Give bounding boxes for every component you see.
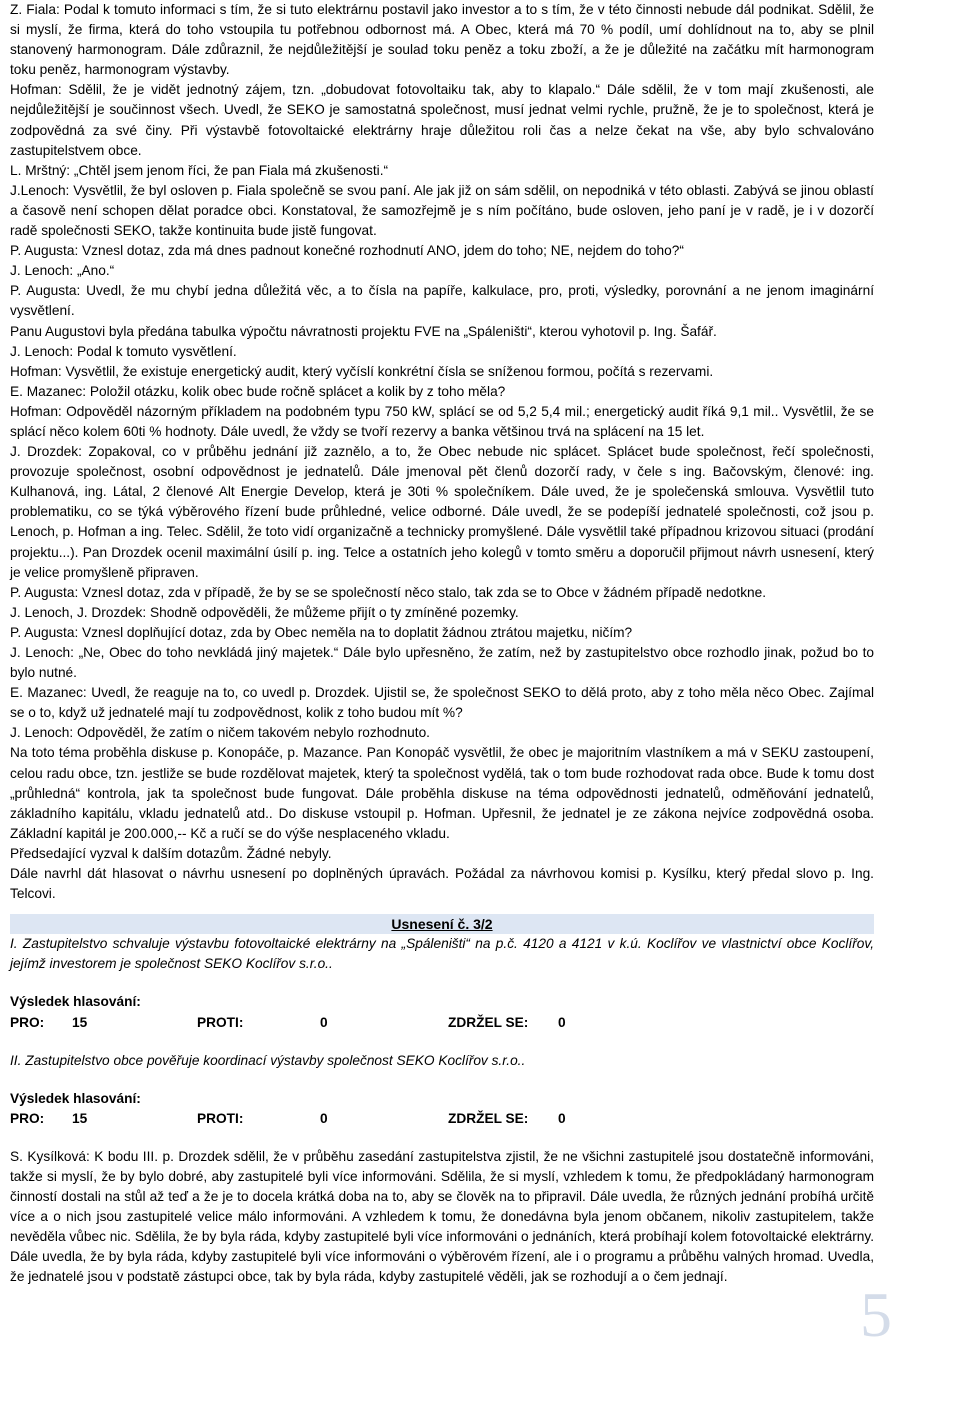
paragraph: Panu Augustovi byla předána tabulka výpočtu návratnosti projektu FVE na „Spáleništi“, kterou vyhotovil p. Ing. Šafář. <box>10 323 717 339</box>
paragraph: J. Lenoch: Odpověděl, že zatím o ničem takovém nebylo rozhodnuto. <box>10 725 430 741</box>
vote-zdrzel-label: ZDRŽEL SE: <box>448 1110 529 1126</box>
paragraph: J.Lenoch: Vysvětlil, že byl osloven p. Fiala společně se svou paní. Ale jak již on sám sdělil, on nepodniká v této oblasti. Zabývá se jinou oblastí a časově není schopen dělat poradce obci. Konstatoval, že samozřejmě je s ním počítáno, bude osloven, jeho paní je v radě, je i v dozorčí radě společnosti SEKO, takže kontinuita bude jistě fungovat. <box>10 182 874 239</box>
paragraph: J. Lenoch: „Ano.“ <box>10 263 115 279</box>
vote-proti-label: PROTI: <box>197 1110 244 1126</box>
paragraph: Hofman: Odpověděl názorným příkladem na podobném typu 750 kW, splácí se od 5,2 5,4 mil.; energetický audit říká 9,1 mil.. Vysvětlil, že se splácí něco kolem 60ti % hodnoty. Dále uvedl, že vždy se tvoří rezervy a banka většinou trvá na splácení na 15 let. <box>10 403 874 439</box>
page-number: 5 <box>860 1279 892 1350</box>
paragraph: P. Augusta: Uvedl, že mu chybí jedna důležitá věc, a to čísla na papíře, kalkulace, pro, proti, výsledky, porovnání a ne jenom imaginární vysvětlení. <box>10 283 874 319</box>
paragraph: P. Augusta: Vznesl dotaz, zda v případě, že by se se společností něco stalo, tak zda se to Obce v žádném případě nedotkne. <box>10 584 767 600</box>
paragraph: P. Augusta: Vznesl dotaz, zda má dnes padnout konečné rozhodnutí ANO, jdem do toho; NE, nejdem do toho?“ <box>10 243 684 259</box>
vote-proti-count: 0 <box>320 1014 328 1030</box>
paragraph: Hofman: Vysvětlil, že existuje energetický audit, který vyčíslí konkrétní čísla se sníženou formou, počítá s rezervami. <box>10 363 714 379</box>
vote-pro-label: PRO: <box>10 1014 45 1030</box>
vote-proti-count: 0 <box>320 1110 328 1126</box>
paragraph: Na toto téma proběhla diskuse p. Konopáče, p. Mazance. Pan Konopáč vysvětlil, že obec je majoritním vlastníkem a má v SEKU zastoupení, celou radu obce, tzn. jestliže se bude rozdělovat majetek, který ta společnost vydělá, tak o tom bude rozhodovat rada obce. Bude k tomu dost „průhledná“ kontrola, jak ta společnost bude fungovat. Dále proběhla diskuse na téma odpovědnosti jednatelů, odměňování jednatelů, základního kapitálu, vkladu jednatelů atd.. Do diskuse vstoupil p. Hofman. Upřesnil, že jednatel je ze zákona nejvíce zodpovědná osoba. Základní kapitál je 200.000,-- Kč a ručí se do výše nesplaceného vkladu. <box>10 745 874 841</box>
vote-result-row <box>10 1109 874 1129</box>
vote-heading: Výsledek hlasování: <box>10 994 141 1010</box>
vote-zdrzel-count: 0 <box>558 1014 566 1030</box>
paragraph: Hofman: Sdělil, že je vidět jednotný zájem, tzn. „dobudovat fotovoltaiku tak, aby to klapalo.“ Dále sdělil, že v tom mají zkušenosti, ale nejdůležitější je součinnost všech. Uvedl, že SEKO je samostatná společnost, musí jednat velmi rychle, pružně, že je to společnost, která je zodpovědná za své činy. Při výstavbě fotovoltaické elektrárny hraje důležitou roli čas a nelze čekat na vše, aby bylo schvalováno zastupitelstvem obce. <box>10 82 874 158</box>
vote-zdrzel-label: ZDRŽEL SE: <box>448 1014 529 1030</box>
vote-pro-label: PRO: <box>10 1110 45 1126</box>
vote-result-row <box>10 1013 874 1033</box>
vote-proti-label: PROTI: <box>197 1014 244 1030</box>
vote-pro-count: 15 <box>72 1014 88 1030</box>
vote-pro-count: 15 <box>72 1110 88 1126</box>
paragraph: Předsedající vyzval k dalším dotazům. Žádné nebyly. <box>10 845 332 861</box>
resolution-title: Usnesení č. 3/2 <box>391 916 493 933</box>
paragraph: J. Lenoch, J. Drozdek: Shodně odpověděli, že můžeme přijít o ty zmíněné pozemky. <box>10 604 519 620</box>
paragraph: Dále navrhl dát hlasovat o návrhu usnesení po doplněných úpravách. Požádal za návrhovou komisi p. Kysílku, který předal slovo p. Ing. Telcovi. <box>10 866 874 902</box>
paragraph: E. Mazanec: Uvedl, že reaguje na to, co uvedl p. Drozdek. Ujistil se, že společnost SEKO to dělá proto, aby z toho měla něco Obec. Zajímal se o to, když už jednatelé mají tu zodpovědnost, kolik z toho budou mít %? <box>10 685 874 721</box>
resolution-item: II. Zastupitelstvo obce pověřuje koordinací výstavby společnost SEKO Koclířov s.r.o.. <box>10 1052 526 1068</box>
paragraph: Z. Fiala: Podal k tomuto informaci s tím, že si tuto elektrárnu postavil jako investor a to s tím, že v této činnosti nebude dál podnikat. Sdělil, že si myslí, že firma, která do toho vstoupila tu potřebnou odbornost má. A Obec, která má 70 % podíl, umí dohlídnout na to, aby se plnil stanovený harmonogram. Dále zdůraznil, že nejdůležitější je soulad toku peněz a toku zboží, a že je důležité na začátku mít harmonogram toku peněz, harmonogram výstavby. <box>10 2 874 78</box>
paragraph: L. Mrštný: „Chtěl jsem jenom říci, že pan Fiala má zkušenosti.“ <box>10 162 389 178</box>
paragraph: P. Augusta: Vznesl doplňující dotaz, zda by Obec neměla na to doplatit žádnou ztrátou majetku, ničím? <box>10 624 633 640</box>
vote-zdrzel-count: 0 <box>558 1110 566 1126</box>
resolution-heading-band <box>10 914 874 934</box>
paragraph: J. Lenoch: „Ne, Obec do toho nevkládá jiný majetek.“ Dále bylo upřesněno, že zatím, než by zastupitelstvo obce rozhodlo jinak, požud bo to bylo nutné. <box>10 645 874 681</box>
paragraph: E. Mazanec: Položil otázku, kolik obec bude ročně splácet a kolik by z toho měla? <box>10 383 506 399</box>
paragraph: J. Drozdek: Zopakoval, co v průběhu jednání již zaznělo, a to, že Obec nebude nic splácet. Splácet bude společnost, řečí společnosti, provozuje společnost, osobní odpovědnost je jednatelů. Dále jmenoval pět členů dozorčí rady, v čele s ing. Bačovským, členové: ing. Kulhanová, ing. Látal, 2 členové Alt Energie Develop, která je 30ti % společníkem. Dále uved, že je společenská smlouva. Vysvětlil tuto problematiku, co se týká výběrového řízení bude průhledné, velice odborné. Dále uvedl, že se podepíší jednatelé společnosti, což jsou p. Lenoch, p. Hofman a ing. Telec. Sdělil, že toto vidí organizačně a technicky promyšlené. Dále vysvětlil také případnou krizovou situaci (prodání projektu...). Pan Drozdek ocenil maximální úsilí p. ing. Telce a ostatních jeho kolegů v tomto směru a doporučil přijmout návrh usnesení, který je velice promyšleně připraven. <box>10 444 874 580</box>
resolution-item: I. Zastupitelstvo schvaluje výstavbu fotovoltaické elektrárny na „Spáleništi“ na p.č. 4120 a 4121 v k.ú. Koclířov ve vlastnictví obce Koclířov, jejímž investorem je společnost SEKO Koclířov s.r.o.. <box>10 936 874 972</box>
closing-paragraph: S. Kysílková: K bodu III. p. Drozdek sdělil, že v průběhu zasedání zastupitelstva zjistil, že ne všichni zastupitelé jsou dostatečně informováni, takže si myslí, že by bylo dobré, aby zastupitelé byli více informováni. Sdělila, že si myslí, vzhledem k tomu, že předpokládaný harmonogram činností dostali na stůl až teď a že je to docela krátká doba na to, aby se člověk na to připravil. Dále uvedla, že různých jednání probíhá určitě více a o nich jsou zastupitelé velice málo informováni. A vzhledem k tomu, že donedávna byla jenom občanem, nikoliv zastupitelem, takže nevěděla vůbec nic. Sdělila, že by byla ráda, kdyby zastupitelé byli více informováni o jednáních, která probíhají kolem fotovoltaické elektrárny. Dále uvedla, že by byla ráda, kdyby zastupitelé byli více informováni o výběrovém řízení, ale i o programu a průběhu valných hromad. Uvedla, že jednatelé jsou v podstatě zástupci obce, tak by byla ráda, kdyby zastupitelé věděli, jak se rozhodují a o čem jednají. <box>10 1148 874 1285</box>
document-page <box>10 0 874 1288</box>
resolution-section <box>10 934 874 1287</box>
paragraph: J. Lenoch: Podal k tomuto vysvětlení. <box>10 343 237 359</box>
discussion-section <box>10 0 874 904</box>
vote-heading: Výsledek hlasování: <box>10 1090 141 1106</box>
